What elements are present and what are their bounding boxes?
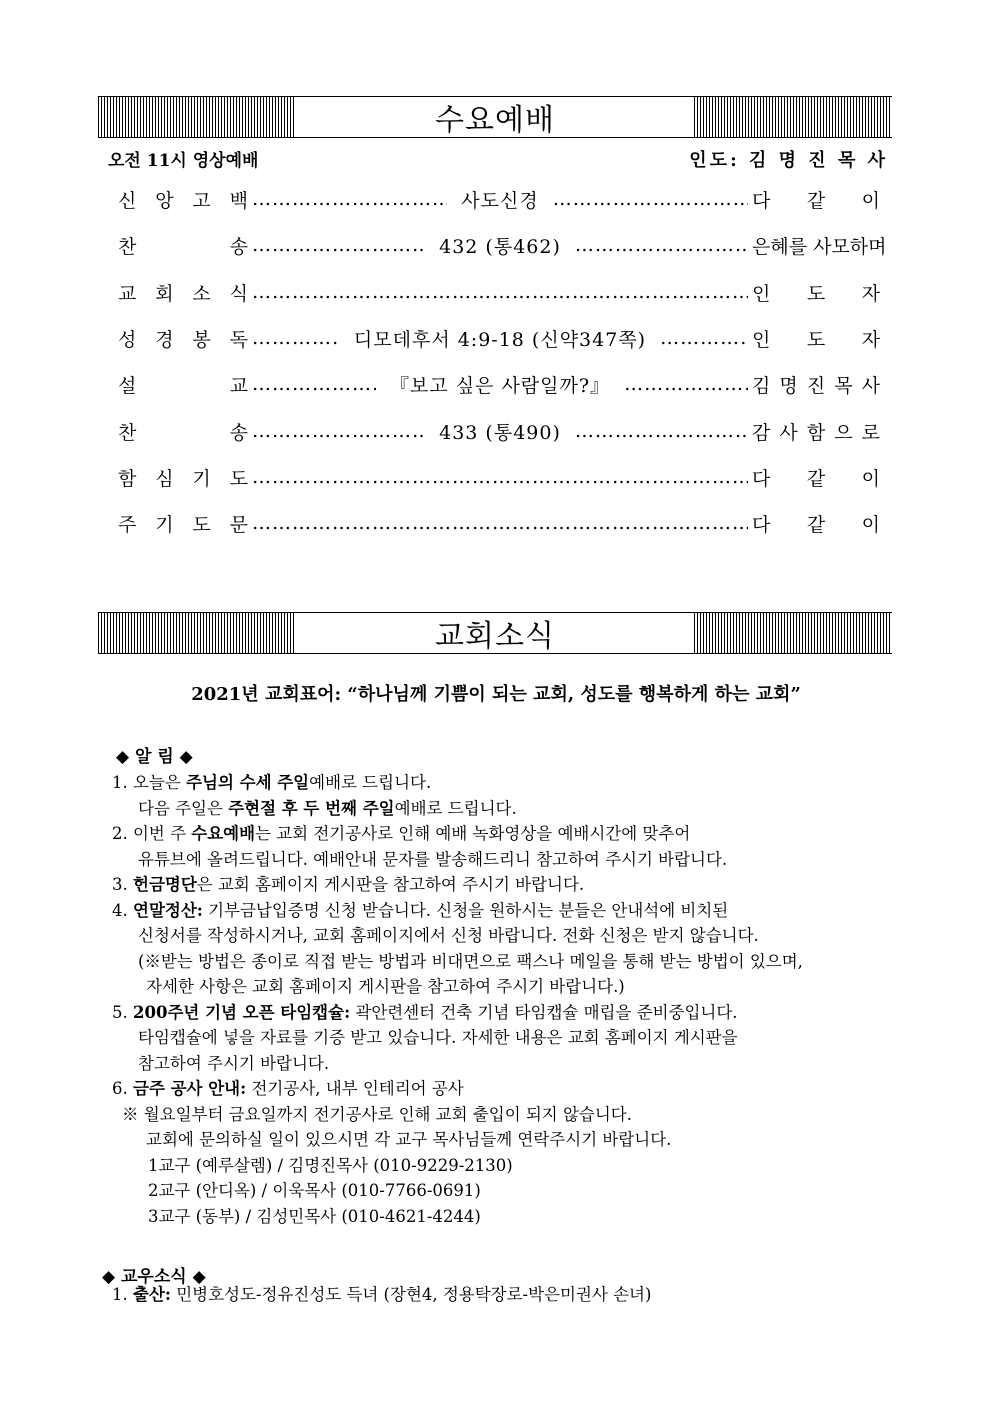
- order-label: 찬 송: [118, 235, 248, 258]
- contact-item: 2교구 (안디옥) / 이욱목사 (010-7766-0691): [148, 1181, 481, 1200]
- order-participant: 인 도 자: [752, 328, 880, 351]
- order-label: 찬 송: [118, 421, 248, 444]
- contact-item: 3교구 (동부) / 김성민목사 (010-4621-4244): [148, 1206, 481, 1226]
- notice-3: 3. 헌금명단은 교회 홈페이지 게시판을 참고하여 주시기 바랍니다.: [112, 875, 585, 894]
- service-time: 오전 11시 영상예배: [108, 151, 259, 171]
- order-participant: 은혜를 사모하며: [752, 235, 887, 258]
- dot-leader: [252, 234, 425, 256]
- member-news-list: [112, 1282, 896, 1308]
- dot-leader: [252, 281, 748, 303]
- order-label: 신 앙 고 백: [118, 189, 248, 212]
- service-leader: 인도: 김 명 진 목 사: [689, 150, 888, 171]
- dot-leader: [624, 373, 748, 395]
- order-label: 주 기 도 문: [118, 513, 248, 536]
- order-row: [118, 323, 880, 353]
- notice-heading: ◆ 알 림 ◆: [116, 747, 193, 767]
- banner-stripes-right: [694, 97, 892, 137]
- order-row: [118, 277, 880, 307]
- order-row: [118, 462, 880, 492]
- order-item: 디모데후서 4:9-18 (신약347쪽): [353, 328, 647, 351]
- banner-stripes-left: [98, 613, 296, 653]
- dot-leader: [660, 327, 748, 349]
- notice-5-cont2: 참고하여 주시기 바랍니다.: [138, 1053, 330, 1073]
- order-row: [118, 184, 880, 214]
- order-participant: 김 명 진 목 사: [752, 374, 880, 397]
- order-item: 432 (통462): [439, 235, 561, 258]
- order-participant: 다 같 이: [752, 513, 880, 536]
- order-participant: 다 같 이: [752, 189, 880, 212]
- church-motto: 2021년 교회표어: “하나님께 기쁨이 되는 교회, 성도를 행복하게 하는 교회”: [191, 684, 801, 705]
- dot-leader: [575, 234, 748, 256]
- dot-leader: [252, 373, 376, 395]
- notice-1-cont: 다음 주일은 주현절 후 두 번째 주일예배로 드립니다.: [138, 798, 517, 818]
- dot-leader: [252, 466, 748, 488]
- dot-leader: [252, 420, 425, 442]
- dot-leader: [575, 420, 748, 442]
- dot-leader: [252, 512, 748, 534]
- notice-4-note-cont: 자세한 사항은 교회 홈페이지 게시판을 참고하여 주시기 바랍니다.): [146, 977, 625, 996]
- order-row: [118, 230, 887, 260]
- service-banner: [98, 96, 892, 138]
- order-item: 433 (통490): [439, 421, 561, 444]
- notice-6-note: ※ 월요일부터 금요일까지 전기공사로 인해 교회 출입이 되지 않습니다.: [122, 1104, 632, 1124]
- order-participant: 인 도 자: [752, 282, 880, 305]
- notice-4-note: (※받는 방법은 종이로 직접 받는 방법과 비대면으로 팩스나 메일을 통해 받는 방법이 있으며,: [138, 951, 803, 971]
- notice-4: 4. 연말정산: 기부금납입증명 신청 받습니다. 신청을 원하시는 분들은 안내석에 비치된: [112, 900, 729, 920]
- dot-leader: [553, 188, 748, 210]
- news-title: 교회소식: [435, 619, 555, 654]
- member-news-heading: ◆ 교우소식 ◆: [102, 1267, 206, 1287]
- order-label: 설 교: [118, 374, 248, 397]
- order-label: 교 회 소 식: [118, 282, 248, 305]
- order-row: [118, 508, 880, 538]
- notice-5-cont: 타임캡슐에 넣을 자료를 기증 받고 있습니다. 자세한 내용은 교회 홈페이지 게시판을: [138, 1028, 738, 1047]
- order-row: [118, 369, 880, 399]
- notice-1: 1. 오늘은 주님의 수세 주일예배로 드립니다.: [112, 773, 432, 792]
- banner-stripes-right: [694, 613, 892, 653]
- service-meta: [108, 146, 888, 172]
- order-row: [118, 416, 880, 446]
- notice-6-note-cont: 교회에 문의하실 일이 있으시면 각 교구 목사님들께 연락주시기 바랍니다.: [146, 1130, 672, 1149]
- service-title: 수요예배: [435, 103, 555, 138]
- notice-6: 6. 금주 공사 안내: 전기공사, 내부 인테리어 공사: [112, 1079, 464, 1098]
- dot-leader: [252, 188, 447, 210]
- notice-5: 5. 200주년 기념 오픈 타임캡슐: 곽안련센터 건축 기념 타임캡슐 매립을 준비중입니다.: [112, 1002, 738, 1022]
- notice-list: [112, 770, 896, 1229]
- notice-2: 2. 이번 주 수요예배는 교회 전기공사로 인해 예배 녹화영상을 예배시간에 맞추어: [112, 824, 691, 843]
- notice-2-cont: 유튜브에 올려드립니다. 예배안내 문자를 발송해드리니 참고하여 주시기 바랍니다.: [138, 849, 728, 869]
- contact-item: 1교구 (예루살렘) / 김명진목사 (010-9229-2130): [148, 1155, 513, 1175]
- order-item: 사도신경: [461, 189, 539, 212]
- order-label: 성 경 봉 독: [118, 328, 248, 351]
- member-news-1: 1. 출산: 민병호성도-정유진성도 득녀 (장현4, 정용탁장로-박은미권사 손녀): [112, 1285, 652, 1304]
- order-label: 함 심 기 도: [118, 467, 248, 490]
- order-item: 『보고 싶은 사람일까?』: [389, 374, 611, 397]
- dot-leader: [252, 327, 340, 349]
- news-banner: [98, 612, 892, 654]
- order-participant: 다 같 이: [752, 467, 880, 490]
- order-participant: 감 사 함 으 로: [752, 421, 880, 444]
- banner-stripes-left: [98, 97, 296, 137]
- notice-4-cont: 신청서를 작성하시거나, 교회 홈페이지에서 신청 바랍니다. 전화 신청은 받지 않습니다.: [138, 926, 759, 945]
